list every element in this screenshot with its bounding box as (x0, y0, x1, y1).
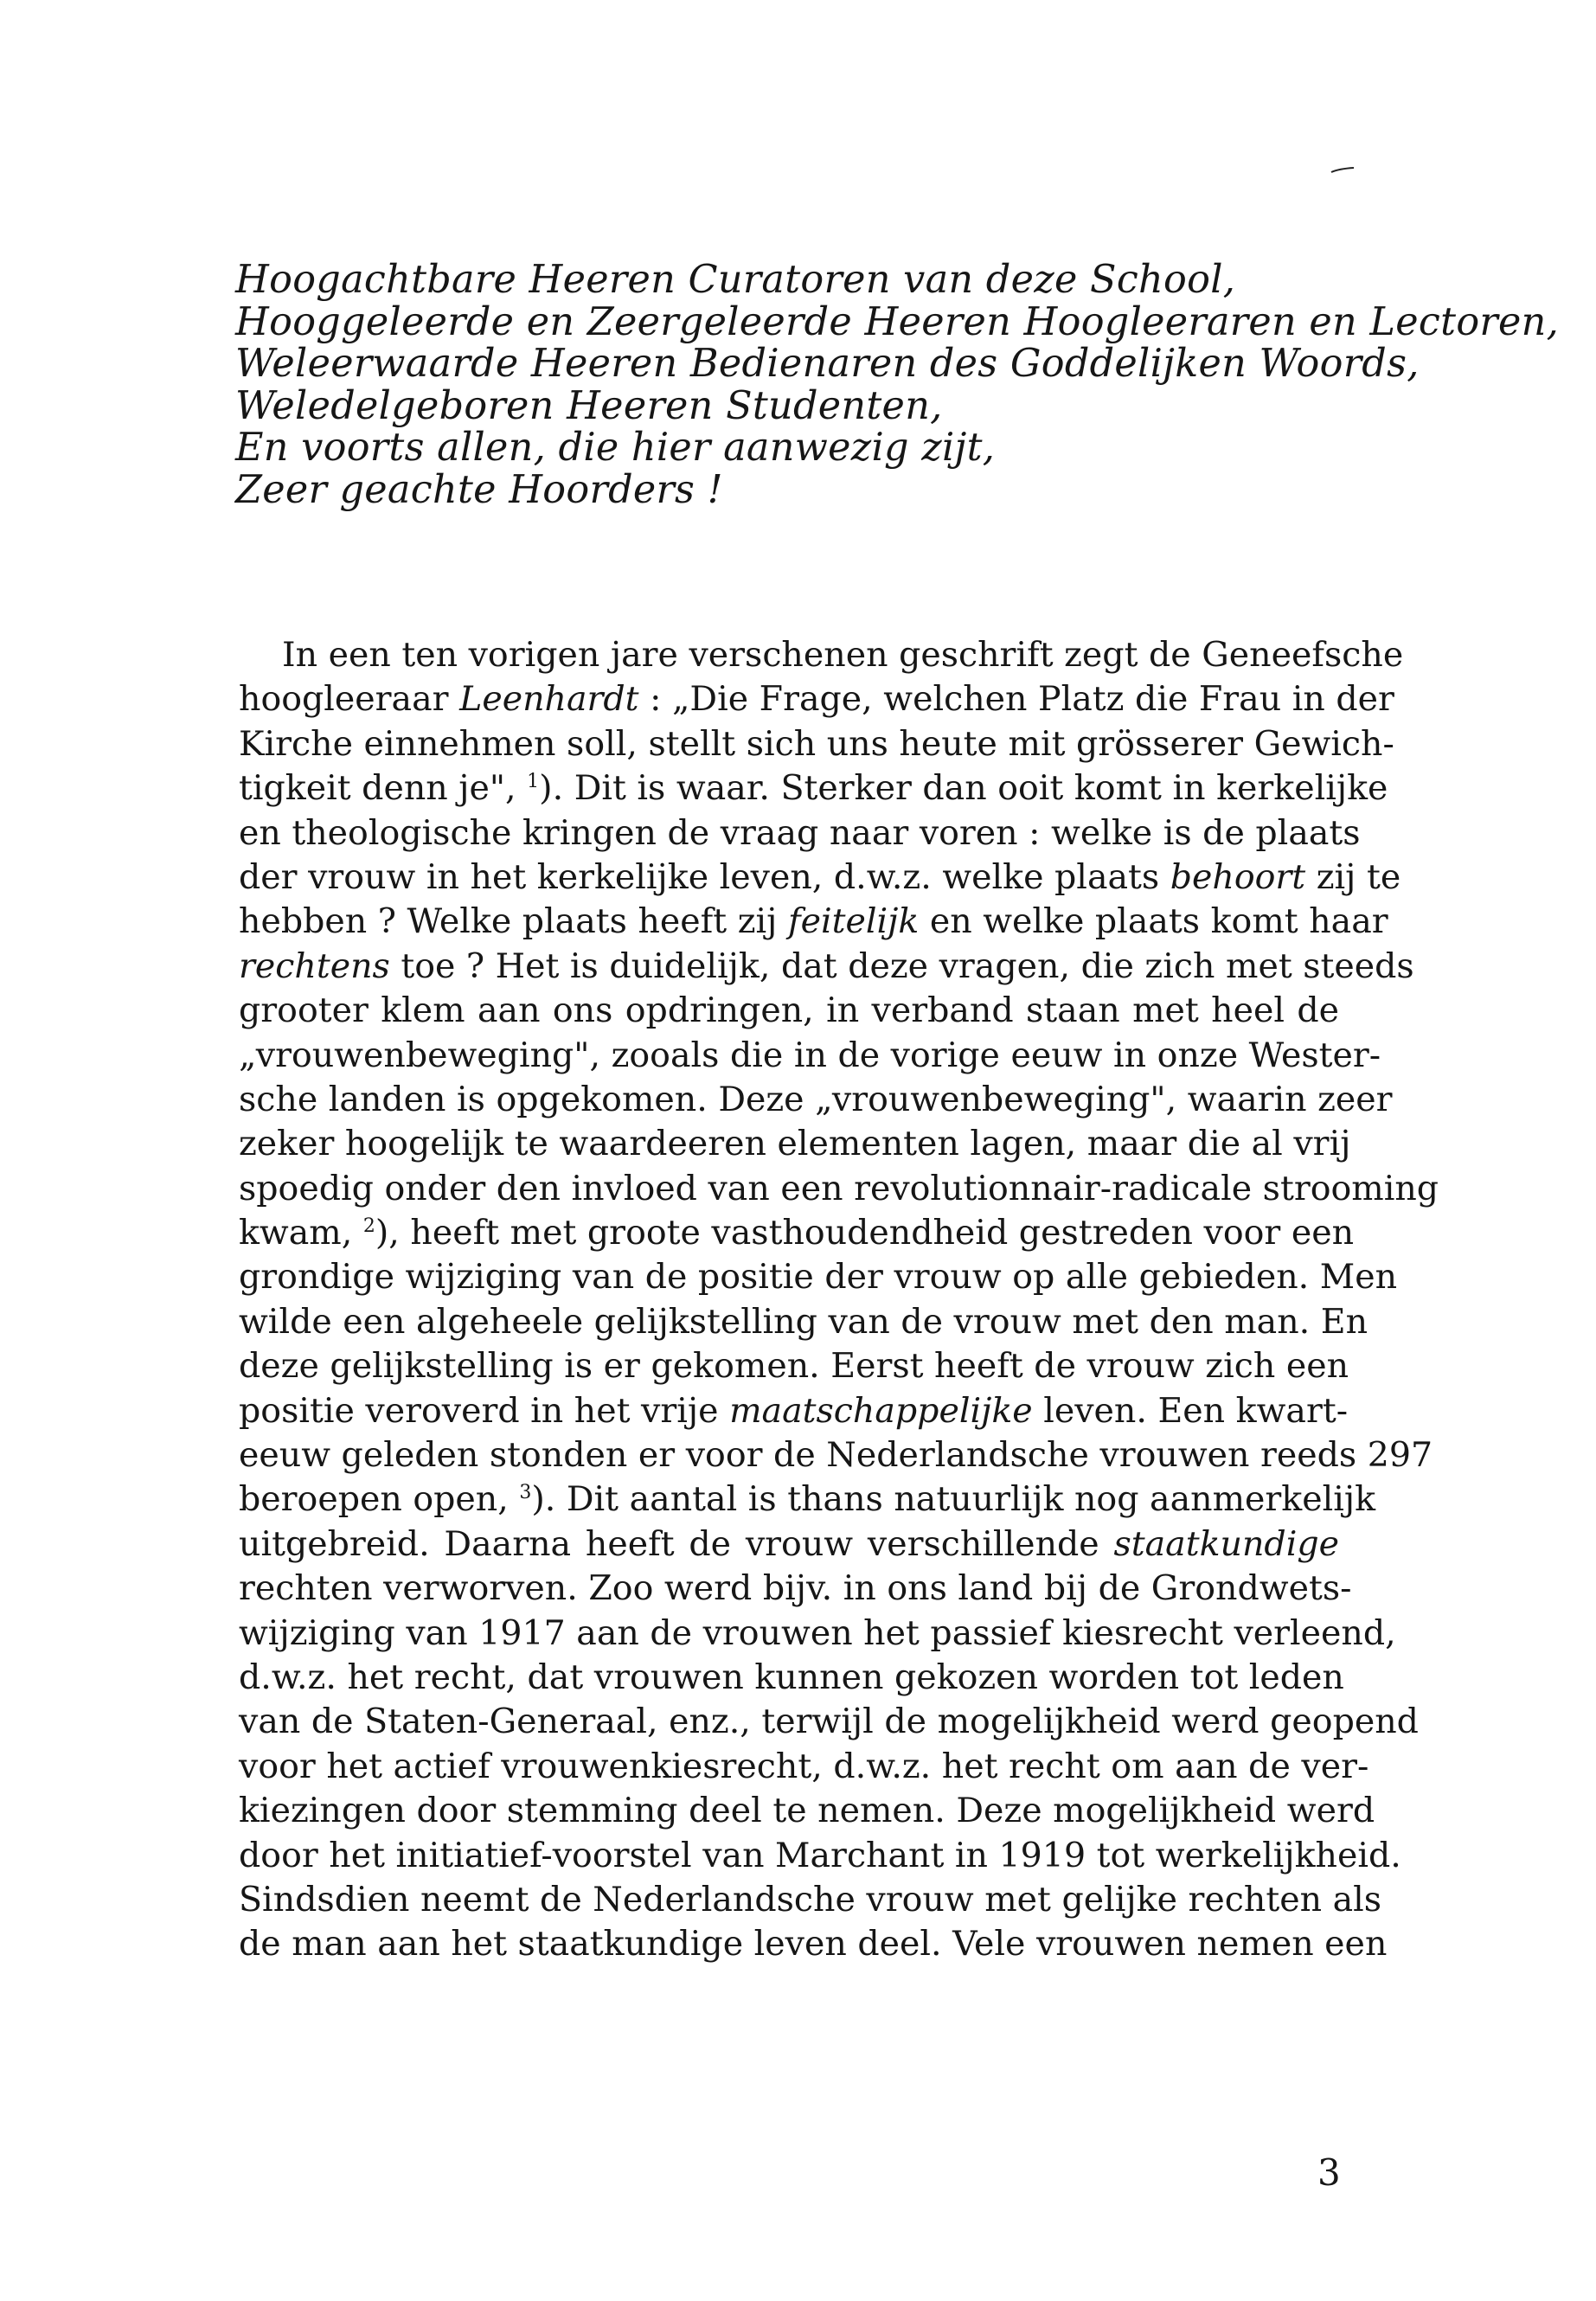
text-run: ). Dit aantal is thans natuurlijk nog aanmerkelijk (531, 1479, 1376, 1520)
text-line: door het initiatief-voorstel van Marchant in 1919 tot werkelijkheid. (239, 1835, 1401, 1875)
text-run: hoogleeraar (239, 679, 460, 720)
text-run: positie veroverd in het vrije (239, 1390, 730, 1431)
text-run: toe ? Het is duidelijk, dat deze vragen, die zich met steeds (389, 945, 1414, 986)
text-line: Kirche einnehmen soll, stellt sich uns heute mit grösserer Gewich- (239, 723, 1394, 764)
text-line (239, 856, 1401, 900)
text-line: kiezingen door stemming deel te nemen. Deze mogelijkheid werd (239, 1791, 1375, 1831)
salutation-line: En voorts allen, die hier aanwezig zijt, (235, 426, 996, 471)
text-line: eeuw geleden stonden er voor de Nederlandsche vrouwen reeds 297 (239, 1435, 1433, 1476)
text-line: wilde een algeheele gelijkstelling van de vrouw met den man. En (239, 1301, 1368, 1342)
page-number: 3 (1317, 2151, 1341, 2194)
print-mark (1330, 167, 1355, 174)
text-line: de man aan het staatkundige leven deel. Vele vrouwen nemen een (239, 1924, 1388, 1965)
salutation-block (235, 258, 1560, 512)
text-run: der vrouw in het kerkelijke leven, d.w.z. welke plaats (239, 856, 1170, 897)
text-line: In een ten vorigen jare verschenen geschrift zegt de Geneefsche (282, 635, 1404, 675)
text-line: „vrouwenbeweging", zooals die in de vorige eeuw in onze Wester- (239, 1035, 1381, 1075)
text-run: leven. Een kwart- (1032, 1390, 1349, 1431)
text-line: van de Staten-Generaal, enz., terwijl de mogelijkheid werd geopend (239, 1702, 1419, 1742)
text-line (239, 1211, 1355, 1255)
text-line: en theologische kringen de vraag naar voren : welke is de plaats (239, 812, 1361, 853)
text-line (239, 1477, 1376, 1522)
text-run: zij te (1305, 856, 1401, 897)
text-line: deze gelijkstelling is er gekomen. Eerst heeft de vrouw zich een (239, 1346, 1349, 1387)
text-line (239, 1389, 1349, 1433)
text-line: zeker hoogelijk te waardeeren elementen lagen, maar die al vrij (239, 1124, 1351, 1164)
italic-emphasis: feitelijk (787, 901, 920, 942)
footnote-marker: 3 (519, 1482, 532, 1504)
text-run: hebben ? Welke plaats heeft zij (239, 901, 788, 942)
text-line: d.w.z. het recht, dat vrouwen kunnen gekozen worden tot leden (239, 1657, 1344, 1697)
text-line: Sindsdien neemt de Nederlandsche vrouw met gelijke rechten als (239, 1879, 1382, 1920)
italic-emphasis: behoort (1170, 856, 1306, 897)
text-line (239, 766, 1388, 811)
text-line: wijziging van 1917 aan de vrouwen het passief kiesrecht verleend, (239, 1612, 1396, 1653)
italic-emphasis: maatschappelijke (729, 1390, 1033, 1431)
text-run: kwam, (239, 1213, 363, 1253)
salutation-line: Hoogachtbare Heeren Curatoren van deze School, (235, 258, 1236, 302)
salutation-line: Hooggeleerde en Zeergeleerde Heeren Hoogleeraren en Lectoren, (235, 299, 1560, 344)
text-run: beroepen open, (239, 1479, 520, 1520)
italic-emphasis: staatkundige (1113, 1523, 1339, 1564)
italic-name: Leenhardt (459, 679, 639, 720)
text-run: ), heeft met groote vasthoudendheid gestreden voor een (375, 1213, 1355, 1253)
text-run: uitgebreid. Daarna heeft de vrouw verschillende (239, 1523, 1114, 1564)
text-line (239, 945, 1414, 989)
text-line: grooter klem aan ons opdringen, in verband staan met heel de (239, 990, 1339, 1031)
body-paragraph (239, 633, 1439, 1967)
text-run: tigkeit denn je", (239, 768, 528, 809)
text-line (239, 900, 1388, 944)
salutation-line: Zeer geachte Hoorders ! (235, 467, 723, 512)
italic-emphasis: rechtens (239, 945, 390, 986)
text-run: ). Dit is waar. Sterker dan ooit komt in kerkelijke (539, 768, 1388, 809)
text-line: sche landen is opgekomen. Deze „vrouwenbeweging", waarin zeer (239, 1079, 1393, 1119)
text-line: voor het actief vrouwenkiesrecht, d.w.z. het recht om aan de ver- (239, 1746, 1369, 1786)
text-line (239, 677, 1394, 721)
text-line (239, 1522, 1339, 1567)
salutation-line: Weleerwaarde Heeren Bedienaren des Goddelijken Woords, (235, 342, 1420, 387)
text-line: grondige wijziging van de positie der vrouw op alle gebieden. Men (239, 1257, 1398, 1298)
text-line: rechten verworven. Zoo werd bijv. in ons land bij de Grondwets- (239, 1568, 1352, 1609)
salutation-line: Weledelgeboren Heeren Studenten, (235, 383, 943, 428)
footnote-marker: 1 (527, 771, 540, 793)
text-run: : „Die Frage, welchen Platz die Frau in der (638, 679, 1394, 720)
text-run: en welke plaats komt haar (919, 901, 1388, 942)
text-line: spoedig onder den invloed van een revolutionnair-radicale strooming (239, 1168, 1439, 1208)
footnote-marker: 2 (362, 1215, 375, 1238)
